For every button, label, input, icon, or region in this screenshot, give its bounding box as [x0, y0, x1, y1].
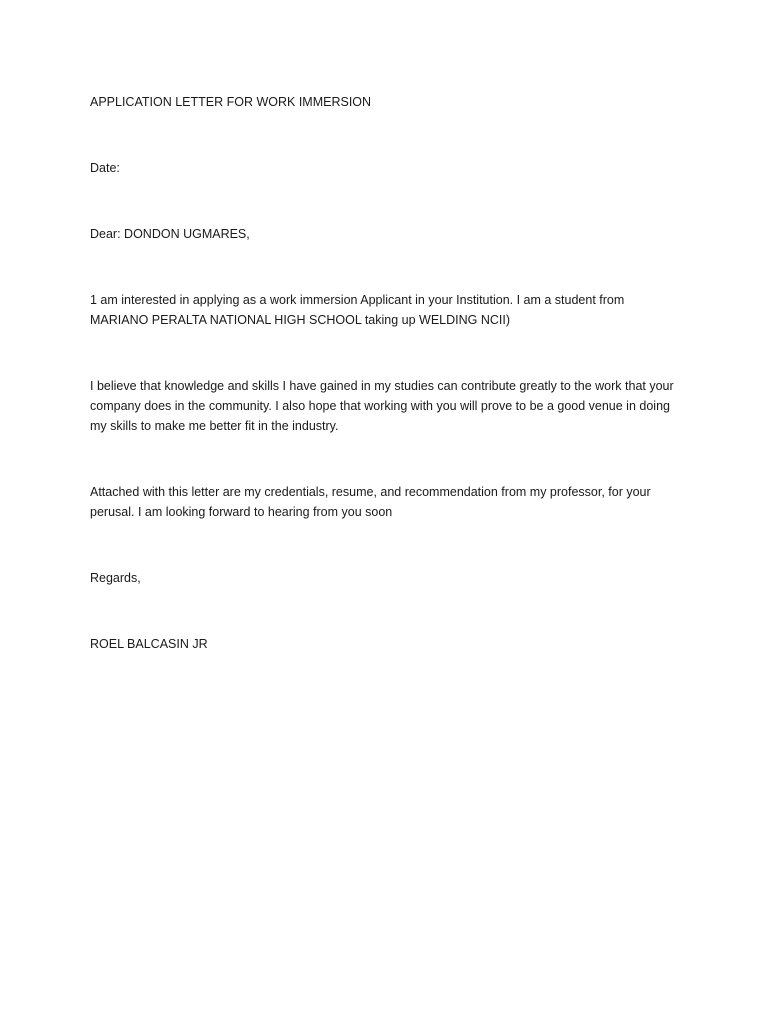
letter-title: APPLICATION LETTER FOR WORK IMMERSION [90, 95, 372, 109]
letter-signature: ROEL BALCASIN JR [90, 637, 208, 651]
letter-salutation: Dear: DONDON UGMARES, [90, 227, 250, 241]
letter-closing: Regards, [90, 571, 141, 585]
letter-body [90, 92, 680, 654]
letter-paragraph-intro: 1 am interested in applying as a work immersion Applicant in your Institution. I am a student from MARIANO PERALTA NATIONAL HIGH SCHOOL taking up WELDING NCII) [90, 293, 625, 327]
letter-date: Date: [90, 161, 120, 175]
letter-paragraph-skills: I believe that knowledge and skills I have gained in my studies can contribute greatly to the work that your company does in the community. I also hope that working with you will prove to be a good venue in doing my skills to make me better fit in the industry. [90, 379, 674, 433]
letter-paragraph-attachments: Attached with this letter are my credentials, resume, and recommendation from my professor, for your perusal. I am looking forward to hearing from you soon [90, 485, 651, 519]
